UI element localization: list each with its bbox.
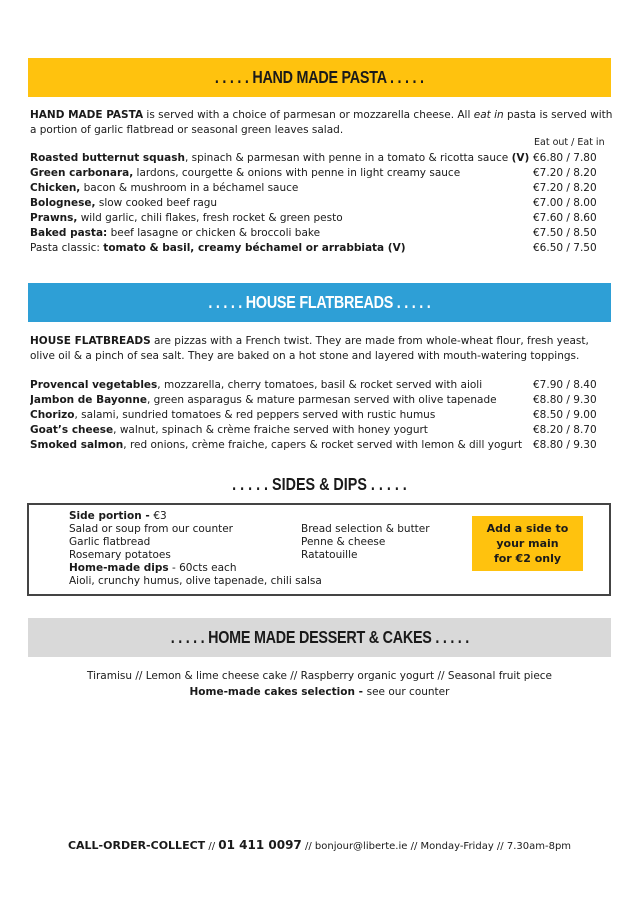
menu-item: Roasted butternut squash, spinach & parmesan with penne in a tomato & ricotta sauce (V) €6.80 / 7.80 (30, 151, 605, 166)
cakes-line: Home-made cakes selection - see our counter (189, 686, 450, 698)
item-price: €8.50 / 9.00 (533, 409, 597, 421)
menu-item: Chicken, bacon & mushroom in a béchamel sauce €7.20 / 8.20 (30, 181, 605, 196)
flatbreads-banner-title: . . . . . HOUSE FLATBREADS . . . . . (208, 292, 431, 312)
pasta-banner (28, 58, 611, 97)
side-item: Garlic flatbread (69, 536, 151, 548)
side-portion-line: Side portion - €3 (69, 510, 167, 522)
item-price: €7.20 / 8.20 (533, 182, 597, 194)
side-item: Bread selection & butter (301, 523, 430, 535)
dips-line: Home-made dips - 60cts each (69, 562, 237, 574)
side-item: Penne & cheese (301, 536, 386, 548)
sides-box (27, 503, 611, 596)
sides-heading: . . . . . SIDES & DIPS . . . . . (232, 473, 407, 494)
side-item: Ratatouille (301, 549, 358, 561)
item-price: €7.60 / 8.60 (533, 212, 597, 224)
menu-item: Green carbonara, lardons, courgette & onions with penne in light creamy sauce €7.20 / 8.20 (30, 166, 605, 181)
side-item: Rosemary potatoes (69, 549, 171, 561)
phone-number: 01 411 0097 (218, 838, 302, 852)
pasta-banner-title: . . . . . HAND MADE PASTA . . . . . (215, 67, 424, 87)
menu-item: Jambon de Bayonne, green asparagus & mature parmesan served with olive tapenade €8.80 / 9.30 (30, 393, 605, 408)
menu-item: Provencal vegetables, mozzarella, cherry tomatoes, basil & rocket served with aioli €7.90 / 8.40 (30, 378, 605, 393)
item-price: €6.50 / 7.50 (533, 242, 597, 254)
menu-item: Goat’s cheese, walnut, spinach & crème fraiche served with honey yogurt €8.20 / 8.70 (30, 423, 605, 438)
flatbreads-banner (28, 283, 611, 322)
item-price: €8.20 / 8.70 (533, 424, 597, 436)
sides-left-column (69, 510, 322, 588)
menu-item: Baked pasta: beef lasagne or chicken & broccoli bake €7.50 / 8.50 (30, 226, 605, 241)
flatbreads-menu (30, 378, 605, 453)
opening-days: Monday-Friday (420, 841, 494, 852)
menu-item: Pasta classic: tomato & basil, creamy béchamel or arrabbiata (V) €6.50 / 7.50 (30, 241, 605, 256)
dips-list: Aioli, crunchy humus, olive tapenade, chili salsa (69, 575, 322, 587)
menu-item: Bolognese, slow cooked beef ragu €7.00 / 8.00 (30, 196, 605, 211)
item-price: €7.50 / 8.50 (533, 227, 597, 239)
pasta-menu (30, 151, 605, 256)
menu-item: Smoked salmon, red onions, crème fraiche, capers & rocket served with lemon & dill yogurt €8.80 / 9.30 (30, 438, 605, 453)
pasta-intro: HAND MADE PASTA is served with a choice of parmesan or mozzarella cheese. All eat in pasta is served with a portion of garlic flatbread or seasonal green leaves salad. (30, 109, 613, 136)
menu-item: Chorizo, salami, sundried tomatoes & red peppers served with rustic humus €8.50 / 9.00 (30, 408, 605, 423)
opening-hours: 7.30am-8pm (506, 841, 572, 852)
dessert-banner (28, 618, 611, 657)
item-price: €6.80 / 7.80 (533, 152, 597, 164)
menu-item: Prawns, wild garlic, chili flakes, fresh rocket & green pesto €7.60 / 8.60 (30, 211, 605, 226)
item-price: €7.90 / 8.40 (533, 379, 597, 391)
dessert-banner-title: . . . . . HOME MADE DESSERT & CAKES . . . . . (170, 627, 469, 647)
footer-contact: CALL-ORDER-COLLECT // 01 411 0097 // bonjour@liberte.ie // Monday-Friday // 7.30am-8pm (67, 838, 572, 852)
price-column-header: Eat out / Eat in (534, 137, 605, 148)
flatbreads-intro: HOUSE FLATBREADS are pizzas with a French twist. They are made from whole-wheat flour, fresh yeast, olive oil & a pinch of sea salt. They are baked on a hot stone and layered with mouth-watering toppings. (30, 335, 589, 362)
side-item: Salad or soup from our counter (69, 523, 233, 535)
side-promo-badge: Add a side to your main for €2 only (472, 516, 583, 571)
dessert-items: Tiramisu // Lemon & lime cheese cake // Raspberry organic yogurt // Seasonal fruit piece (86, 670, 553, 682)
item-price: €8.80 / 9.30 (533, 394, 597, 406)
email-address: bonjour@liberte.ie (314, 841, 408, 852)
item-price: €8.80 / 9.30 (533, 439, 597, 451)
sides-mid-column (301, 523, 430, 562)
dessert-list (28, 668, 611, 700)
item-price: €7.20 / 8.20 (533, 167, 597, 179)
item-price: €7.00 / 8.00 (533, 197, 597, 209)
order-label: CALL-ORDER-COLLECT (67, 839, 206, 852)
